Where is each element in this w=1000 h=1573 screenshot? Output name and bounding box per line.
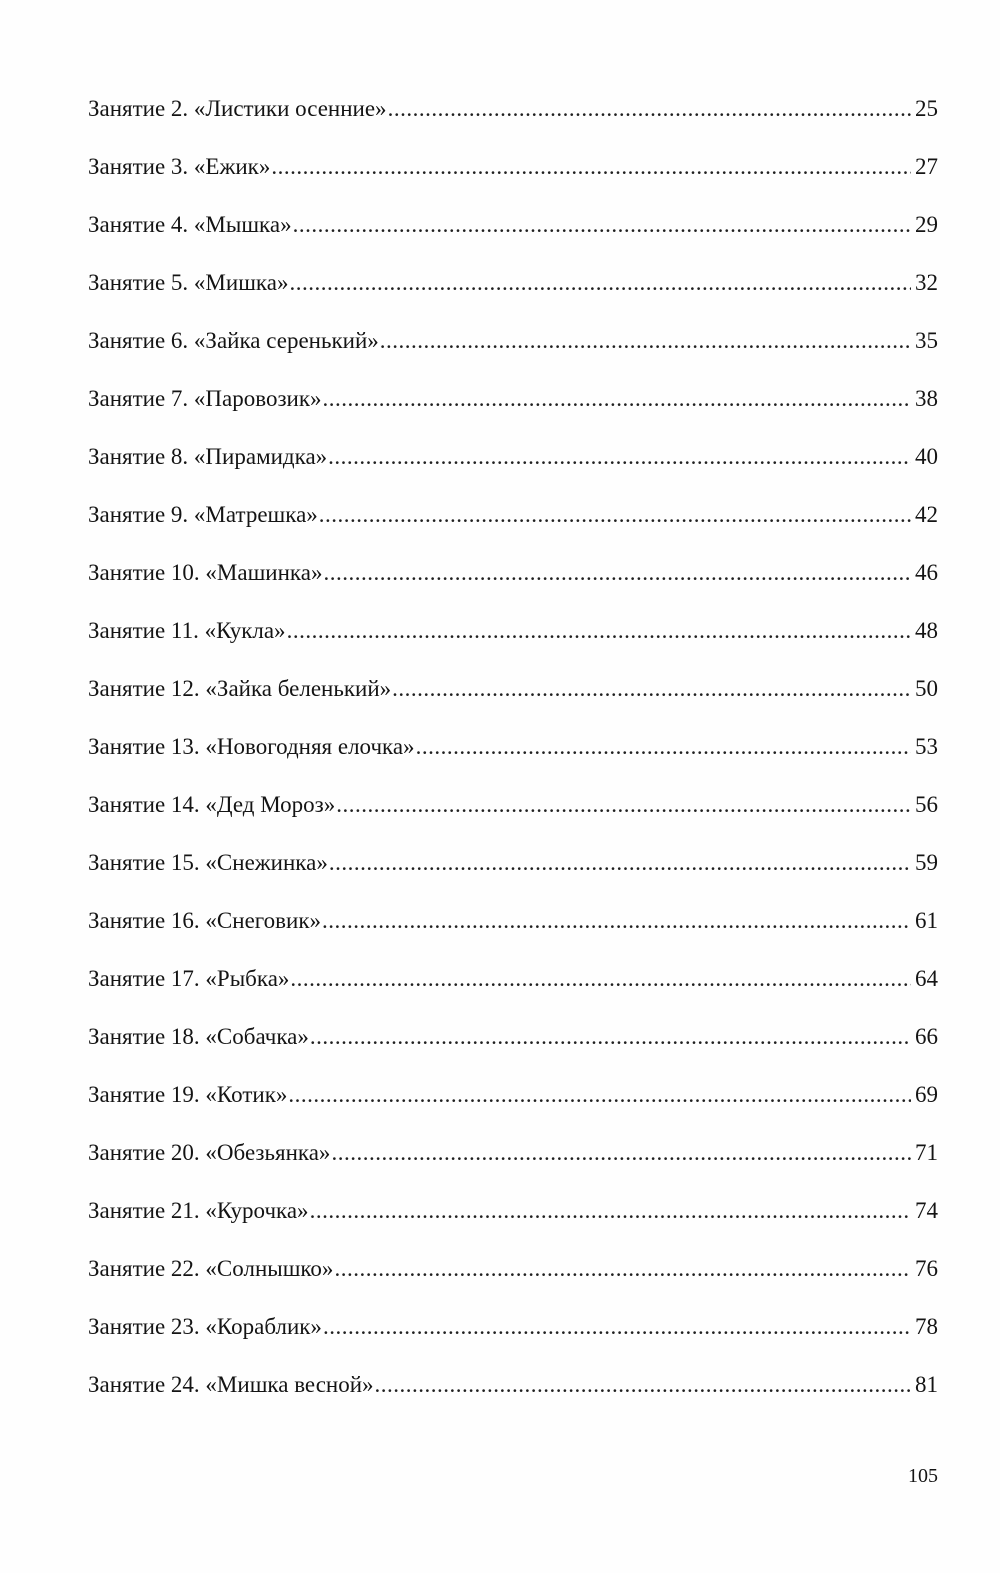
toc-entry [88, 1140, 938, 1198]
toc-dot-leader [322, 908, 911, 934]
toc-dot-leader [329, 850, 911, 876]
toc-entry [88, 444, 938, 502]
toc-entry-title: Занятие 20. «Обезьянка» [88, 1140, 331, 1165]
toc-entry-title: Занятие 11. «Кукла» [88, 618, 286, 643]
toc-dot-leader [310, 1198, 911, 1224]
toc-dot-leader [293, 212, 911, 238]
toc-dot-leader [375, 1372, 911, 1398]
toc-entry [88, 908, 938, 966]
toc-entry-page: 27 [915, 154, 938, 179]
toc-entry [88, 270, 938, 328]
toc-dot-leader [290, 966, 911, 992]
page-number: 105 [908, 1465, 938, 1487]
toc-entry [88, 560, 938, 618]
toc-dot-leader [289, 270, 911, 296]
toc-entry-title: Занятие 6. «Зайка серенький» [88, 328, 379, 353]
toc-entry-title: Занятие 7. «Паровозик» [88, 386, 322, 411]
toc-entry [88, 502, 938, 560]
toc-entry-page: 71 [915, 1140, 938, 1165]
toc-dot-leader [336, 792, 911, 818]
toc-entry-page: 40 [915, 444, 938, 469]
toc-entry-page: 74 [915, 1198, 938, 1223]
toc-entry-page: 46 [915, 560, 938, 585]
toc-entry-title: Занятие 12. «Зайка беленький» [88, 676, 392, 701]
toc-dot-leader [323, 1314, 911, 1340]
toc-entry [88, 1082, 938, 1140]
toc-entry-page: 56 [915, 792, 938, 817]
toc-entry-title: Занятие 9. «Матрешка» [88, 502, 318, 527]
toc-dot-leader [392, 676, 911, 702]
toc-dot-leader [334, 1256, 911, 1282]
toc-dot-leader [288, 1082, 911, 1108]
toc-entry [88, 1314, 938, 1372]
toc-entry-title: Занятие 10. «Машинка» [88, 560, 323, 585]
toc-entry-page: 64 [915, 966, 938, 991]
toc-entry [88, 96, 938, 154]
toc-entry-title: Занятие 17. «Рыбка» [88, 966, 290, 991]
toc-entry [88, 1256, 938, 1314]
toc-entry [88, 154, 938, 212]
toc-entry-page: 42 [915, 502, 938, 527]
toc-entry-page: 59 [915, 850, 938, 875]
toc-entry [88, 212, 938, 270]
toc-dot-leader [319, 502, 911, 528]
toc-entry-title: Занятие 4. «Мышка» [88, 212, 292, 237]
toc-entry-title: Занятие 13. «Новогодняя елочка» [88, 734, 415, 759]
toc-dot-leader [380, 328, 911, 354]
toc-dot-leader [388, 96, 911, 122]
toc-entry-page: 29 [915, 212, 938, 237]
toc-entry-title: Занятие 15. «Снежинка» [88, 850, 328, 875]
toc-entry-page: 81 [915, 1372, 938, 1397]
toc-entry-title: Занятие 5. «Мишка» [88, 270, 289, 295]
toc-entry-page: 38 [915, 386, 938, 411]
toc-entry-title: Занятие 19. «Котик» [88, 1082, 288, 1107]
toc-dot-leader [323, 386, 911, 412]
toc-entry-page: 66 [915, 1024, 938, 1049]
toc-entry-page: 25 [915, 96, 938, 121]
toc-entry [88, 676, 938, 734]
table-of-contents [88, 96, 938, 1430]
toc-entry-title: Занятие 14. «Дед Мороз» [88, 792, 336, 817]
toc-dot-leader [328, 444, 911, 470]
toc-entry-title: Занятие 3. «Ежик» [88, 154, 271, 179]
toc-entry [88, 734, 938, 792]
toc-entry [88, 850, 938, 908]
toc-entry-page: 61 [915, 908, 938, 933]
toc-dot-leader [287, 618, 911, 644]
toc-entry-title: Занятие 24. «Мишка весной» [88, 1372, 374, 1397]
toc-entry-title: Занятие 22. «Солнышко» [88, 1256, 334, 1281]
toc-dot-leader [416, 734, 911, 760]
toc-dot-leader [271, 154, 911, 180]
toc-entry [88, 1372, 938, 1430]
toc-entry-title: Занятие 8. «Пирамидка» [88, 444, 328, 469]
toc-entry [88, 1198, 938, 1256]
toc-entry-page: 48 [915, 618, 938, 643]
toc-entry [88, 386, 938, 444]
toc-entry-page: 76 [915, 1256, 938, 1281]
toc-entry [88, 328, 938, 386]
toc-dot-leader [331, 1140, 911, 1166]
toc-entry-title: Занятие 16. «Снеговик» [88, 908, 321, 933]
toc-entry-title: Занятие 23. «Кораблик» [88, 1314, 322, 1339]
toc-entry-page: 50 [915, 676, 938, 701]
toc-entry-title: Занятие 21. «Курочка» [88, 1198, 309, 1223]
toc-entry-page: 53 [915, 734, 938, 759]
toc-dot-leader [310, 1024, 911, 1050]
toc-entry-title: Занятие 18. «Собачка» [88, 1024, 309, 1049]
toc-entry-page: 78 [915, 1314, 938, 1339]
toc-entry-title: Занятие 2. «Листики осенние» [88, 96, 387, 121]
toc-entry [88, 792, 938, 850]
toc-entry [88, 1024, 938, 1082]
toc-entry-page: 35 [915, 328, 938, 353]
toc-entry [88, 966, 938, 1024]
toc-dot-leader [323, 560, 911, 586]
toc-entry [88, 618, 938, 676]
toc-entry-page: 69 [915, 1082, 938, 1107]
toc-entry-page: 32 [915, 270, 938, 295]
